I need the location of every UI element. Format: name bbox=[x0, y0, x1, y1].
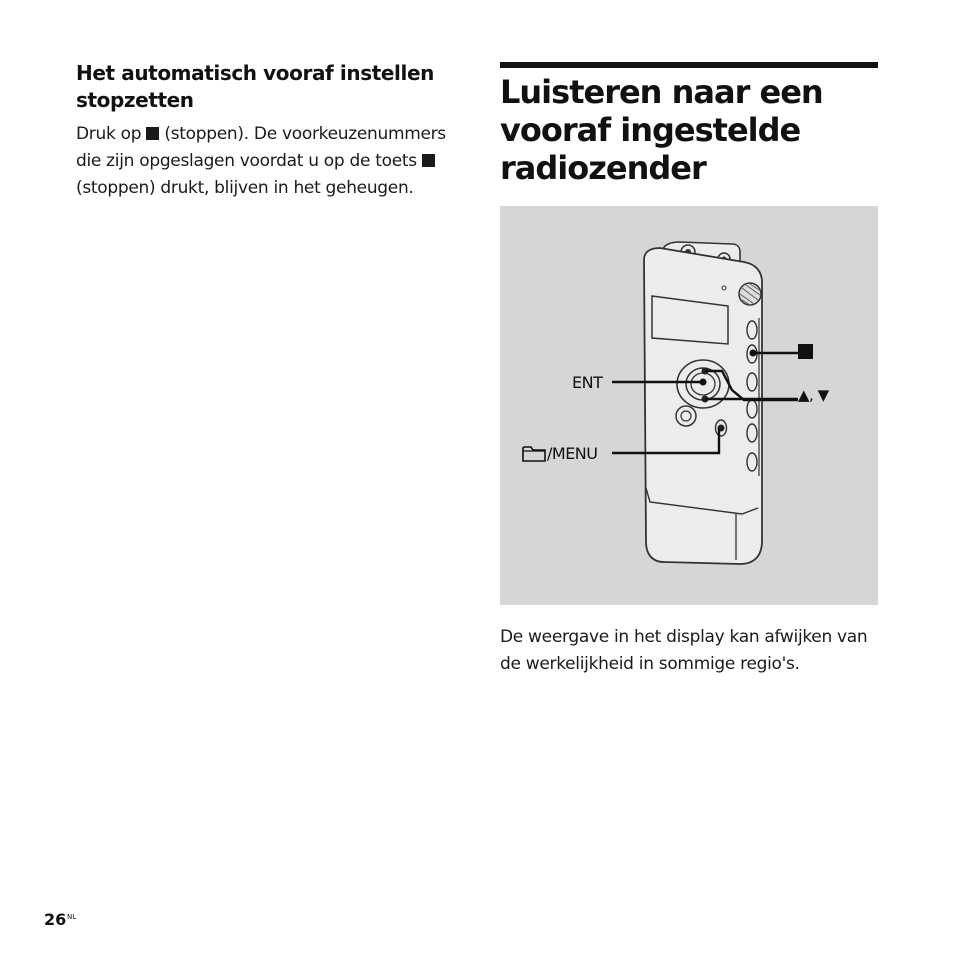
section-heading: Het automatisch vooraf instellen stopzetten bbox=[76, 61, 434, 112]
menu-label bbox=[522, 444, 597, 463]
device-illustration bbox=[500, 206, 878, 605]
body-paragraph bbox=[76, 121, 466, 202]
stop-button-label-icon bbox=[798, 344, 813, 359]
page-title: Luisteren naar een vooraf ingestelde radiozender bbox=[500, 73, 823, 187]
page-language-suffix: NL bbox=[67, 913, 77, 921]
menu-label-text: /MENU bbox=[547, 444, 598, 463]
folder-icon bbox=[522, 445, 546, 462]
title-rule bbox=[500, 62, 878, 68]
left-column bbox=[76, 60, 466, 202]
ent-label: ENT bbox=[572, 373, 603, 392]
voice-recorder-drawing bbox=[500, 206, 878, 605]
body-text-part-2: (stoppen). De voorkeuzenummers die zijn opgeslagen voordat u op de toets bbox=[76, 124, 446, 171]
body-text-part-1: Druk op bbox=[76, 124, 142, 144]
figure-caption: De weergave in het display kan afwijken van de werkelijkheid in sommige regio's. bbox=[500, 627, 868, 674]
stop-icon bbox=[422, 154, 435, 167]
page-number: 26 bbox=[44, 910, 67, 929]
stop-icon bbox=[146, 127, 159, 140]
up-down-arrows-label: ▲, ▼ bbox=[798, 386, 829, 404]
body-text-part-3: (stoppen) drukt, blijven in het geheugen. bbox=[76, 178, 414, 198]
